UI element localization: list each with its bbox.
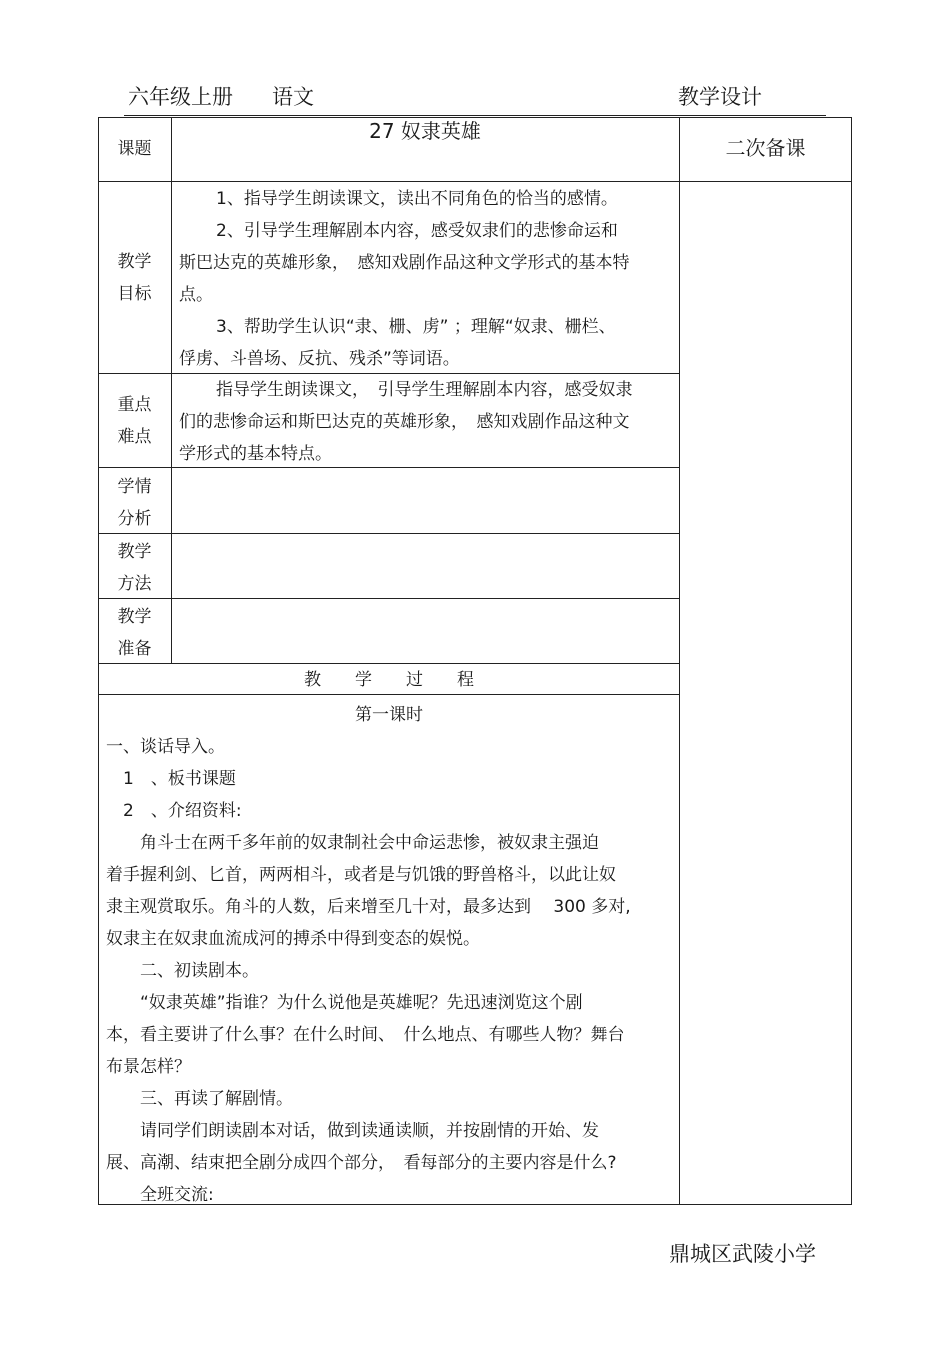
goal-line: 俘虏、斗兽场、反抗、残杀”等词语。 xyxy=(179,349,460,369)
process-line: 角斗士在两千多年前的奴隶制社会中命运悲惨，被奴隶主强迫 xyxy=(106,833,599,853)
process-line: 一、谈话导入。 xyxy=(106,737,225,757)
process-line: 本，看主要讲了什么事？在什么时间、 什么地点、有哪些人物？舞台 xyxy=(106,1025,625,1045)
process-line: 二、初读剧本。 xyxy=(106,961,259,981)
process-line: 三、再读了解剧情。 xyxy=(106,1089,293,1109)
key-points-label: 重点 难点 xyxy=(117,395,152,447)
goal-line: 斯巴达克的英雄形象， 感知戏剧作品这种文学形式的基本特 xyxy=(179,253,630,273)
process-line: 1 、板书课题 xyxy=(106,769,236,789)
process-heading: 教 学 过 程 xyxy=(304,670,474,690)
goals-text xyxy=(179,183,630,375)
process-line: 奴隶主在奴隶血流成河的搏杀中得到变态的娱悦。 xyxy=(106,929,480,949)
second-prep-label: 二次备课 xyxy=(725,136,806,160)
row-divider xyxy=(98,533,680,534)
process-text xyxy=(106,731,631,1211)
goal-line: 2、引导学生理解剧本内容，感受奴隶们的悲惨命运和 xyxy=(216,221,618,241)
process-line: 布景怎样？ xyxy=(106,1057,191,1077)
key-point-line: 学形式的基本特点。 xyxy=(179,444,332,464)
header-grade: 六年级上册 xyxy=(128,85,233,109)
process-line: 着手握利剑、匕首，两两相斗，或者是与饥饿的野兽格斗，以此让奴 xyxy=(106,865,616,885)
title-label: 课题 xyxy=(117,139,152,159)
goal-line: 3、帮助学生认识“隶、栅、虏” ；理解“奴隶、栅栏、 xyxy=(216,317,616,337)
teaching-prep-label: 教学 准备 xyxy=(117,607,152,659)
teaching-method-label: 教学 方法 xyxy=(117,542,152,594)
row-divider xyxy=(98,598,680,599)
process-line: 全班交流: xyxy=(106,1185,214,1205)
process-line: 展、高潮、结束把全剧分成四个部分， 看每部分的主要内容是什么? xyxy=(106,1153,617,1173)
table-column-divider-left xyxy=(171,117,172,663)
goal-line: 1、指导学生朗读课文，读出不同角色的恰当的感情。 xyxy=(216,189,618,209)
school-name: 鼎城区武陵小学 xyxy=(669,1242,816,1266)
row-divider xyxy=(98,181,852,182)
lesson-title: 27 奴隶英雄 xyxy=(369,119,481,143)
key-points-text xyxy=(179,374,633,470)
process-line: 请同学们朗读剧本对话，做到读通读顺，并按剧情的开始、发 xyxy=(106,1121,599,1141)
process-line: 隶主观赏取乐。角斗的人数，后来增至几十对，最多达到 300 多对, xyxy=(106,897,631,917)
goal-line: 点。 xyxy=(179,285,213,305)
process-line: “奴隶英雄”指谁？为什么说他是英雄呢？先迅速浏览这个剧 xyxy=(106,993,583,1013)
header-subject: 语文 xyxy=(272,85,314,109)
key-point-line: 指导学生朗读课文， 引导学生理解剧本内容，感受奴隶 xyxy=(216,380,633,400)
key-point-line: 们的悲惨命运和斯巴达克的英雄形象， 感知戏剧作品这种文 xyxy=(179,412,630,432)
goals-label: 教学 目标 xyxy=(117,252,152,304)
table-border-right xyxy=(851,117,852,1205)
table-column-divider-right xyxy=(679,117,680,1205)
header-doc-type: 教学设计 xyxy=(678,85,762,109)
process-line: 2 、介绍资料: xyxy=(106,801,242,821)
session-title: 第一课时 xyxy=(355,705,423,725)
student-analysis-label: 学情 分析 xyxy=(117,477,152,529)
